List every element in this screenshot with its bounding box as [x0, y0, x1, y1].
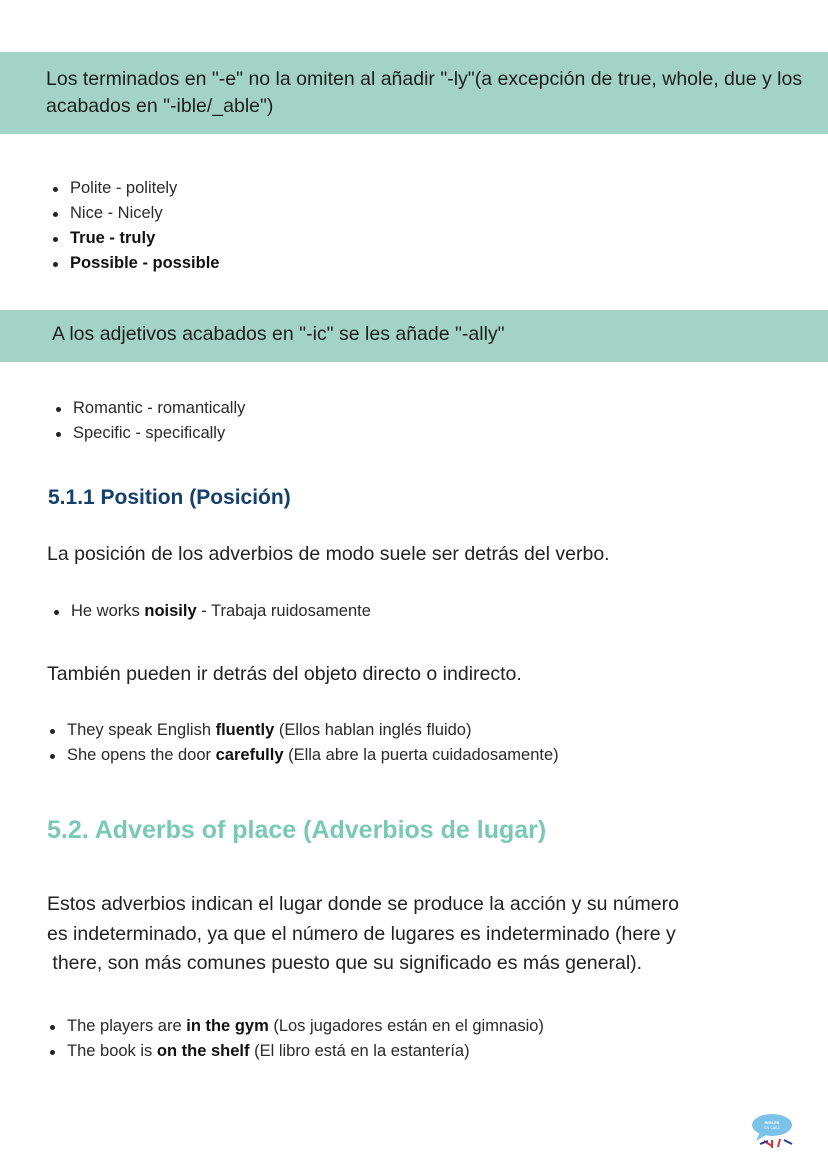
svg-text:EN CASA: EN CASA	[764, 1126, 780, 1130]
list-item: True - truly	[50, 226, 219, 251]
position-paragraph: La posición de los adverbios de modo suele ser detrás del verbo.	[47, 543, 610, 565]
place-examples-list	[47, 1014, 544, 1064]
list-item: The players are in the gym (Los jugadores están en el gimnasio)	[47, 1014, 544, 1039]
banner-text: A los adjetivos acabados en "-ic" se les añade "-ally"	[52, 323, 505, 345]
ic-ending-examples-list	[53, 396, 245, 446]
section-heading-adverbs-of-place: 5.2. Adverbs of place (Adverbios de lugar)	[47, 816, 547, 844]
banner-text: Los terminados en "-e" no la omiten al añadir "-ly"(a excepción de true, whole, due y los acabados en "-ible/_able")	[46, 68, 803, 117]
list-item: They speak English fluently (Ellos hablan inglés fluido)	[47, 718, 559, 743]
list-item: Nice - Nicely	[50, 201, 219, 226]
list-item: He works noisily - Trabaja ruidosamente	[51, 599, 371, 624]
e-ending-examples-list	[50, 176, 219, 276]
svg-text:INGLÉS: INGLÉS	[764, 1120, 780, 1125]
list-item: The book is on the shelf (El libro está en la estantería)	[47, 1039, 544, 1064]
rule-banner-e-ending	[0, 52, 828, 134]
position-example-list	[51, 599, 371, 624]
list-item: Specific - specifically	[53, 421, 245, 446]
place-paragraph: Estos adverbios indican el lugar donde se produce la acción y su número es indeterminado, ya que el número de lugares es indeterminado (here y there, son más comunes puesto que su significado es más general).	[47, 893, 679, 974]
object-examples-list	[47, 718, 559, 768]
list-item: Possible - possible	[50, 251, 219, 276]
object-paragraph: También pueden ir detrás del objeto directo o indirecto.	[47, 663, 522, 685]
list-item: Romantic - romantically	[53, 396, 245, 421]
list-item: She opens the door carefully (Ella abre la puerta cuidadosamente)	[47, 743, 559, 768]
list-item: Polite - politely	[50, 176, 219, 201]
ingles-en-casa-logo-icon	[750, 1112, 796, 1148]
rule-banner-ic-ending	[0, 310, 828, 362]
section-heading-position: 5.1.1 Position (Posición)	[48, 486, 291, 509]
